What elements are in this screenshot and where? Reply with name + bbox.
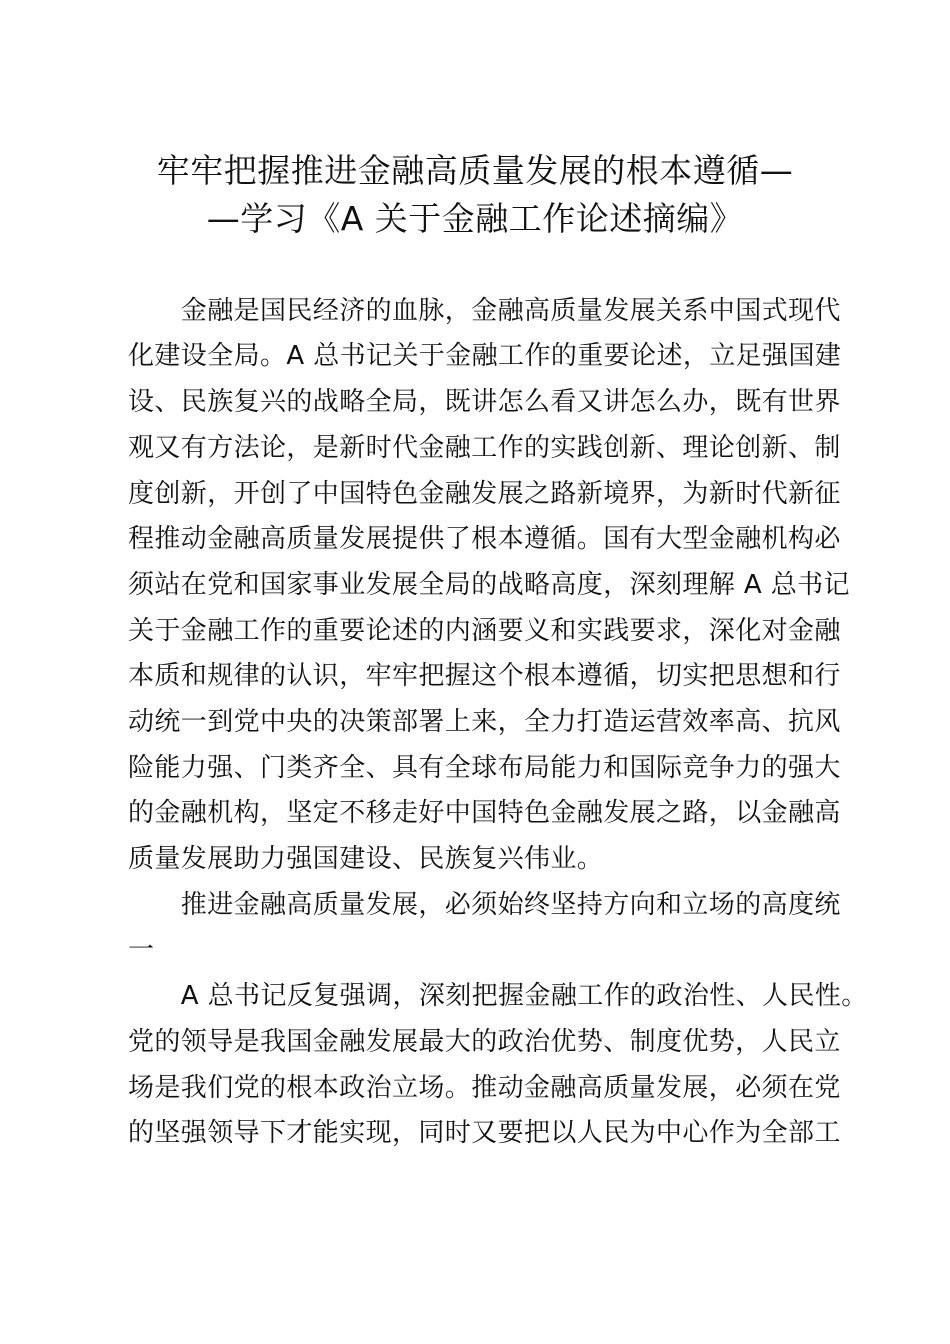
body-line-18: 场是我们党的根本政治立场。推动金融高质量发展，必须在党	[128, 1073, 841, 1103]
body-line-7: 须站在党和国家事业发展全局的战略高度，深刻理解 A 总书记	[128, 570, 850, 600]
body-line-2: 化建设全局。A 总书记关于金融工作的重要论述，立足强国建	[128, 341, 842, 371]
body-line-12: 的金融机构，坚定不移走好中国特色金融发展之路，以金融高	[128, 798, 841, 828]
body-line-15: 一	[128, 935, 155, 965]
document-title	[130, 147, 820, 243]
body-line-17: 党的领导是我国金融发展最大的政治优势、制度优势，人民立	[128, 1027, 841, 1057]
body-line-9: 本质和规律的认识，牢牢把握这个根本遵循，切实把思想和行	[128, 661, 841, 691]
body-line-19: 的坚强领导下才能实现，同时又要把以人民为中心作为全部工	[128, 1118, 841, 1148]
body-line-11: 险能力强、门类齐全、具有全球布局能力和国际竞争力的强大	[128, 753, 841, 783]
body-line-6: 程推动金融高质量发展提供了根本遵循。国有大型金融机构必	[128, 524, 841, 554]
body-line-16: A 总书记反复强调，深刻把握金融工作的政治性、人民性。	[128, 981, 868, 1011]
body-line-4: 观又有方法论，是新时代金融工作的实践创新、理论创新、制	[128, 433, 841, 463]
body-line-14: 推进金融高质量发展，必须始终坚持方向和立场的高度统	[128, 890, 841, 920]
body-line-8: 关于金融工作的重要论述的内涵要义和实践要求，深化对金融	[128, 616, 841, 646]
body-line-13: 质量发展助力强国建设、民族复兴伟业。	[128, 844, 604, 874]
body-line-5: 度创新，开创了中国特色金融发展之路新境界，为新时代新征	[128, 479, 841, 509]
body-line-3: 设、民族复兴的战略全局，既讲怎么看又讲怎么办，既有世界	[128, 387, 841, 417]
title-line-2: —学习《A 关于金融工作论述摘编》	[206, 199, 744, 238]
title-line-1: 牢牢把握推进金融高质量发展的根本遵循—	[156, 151, 794, 190]
body-line-1: 金融是国民经济的血脉，金融高质量发展关系中国式现代	[128, 296, 841, 326]
body-line-10: 动统一到党中央的决策部署上来，全力打造运营效率高、抗风	[128, 707, 841, 737]
